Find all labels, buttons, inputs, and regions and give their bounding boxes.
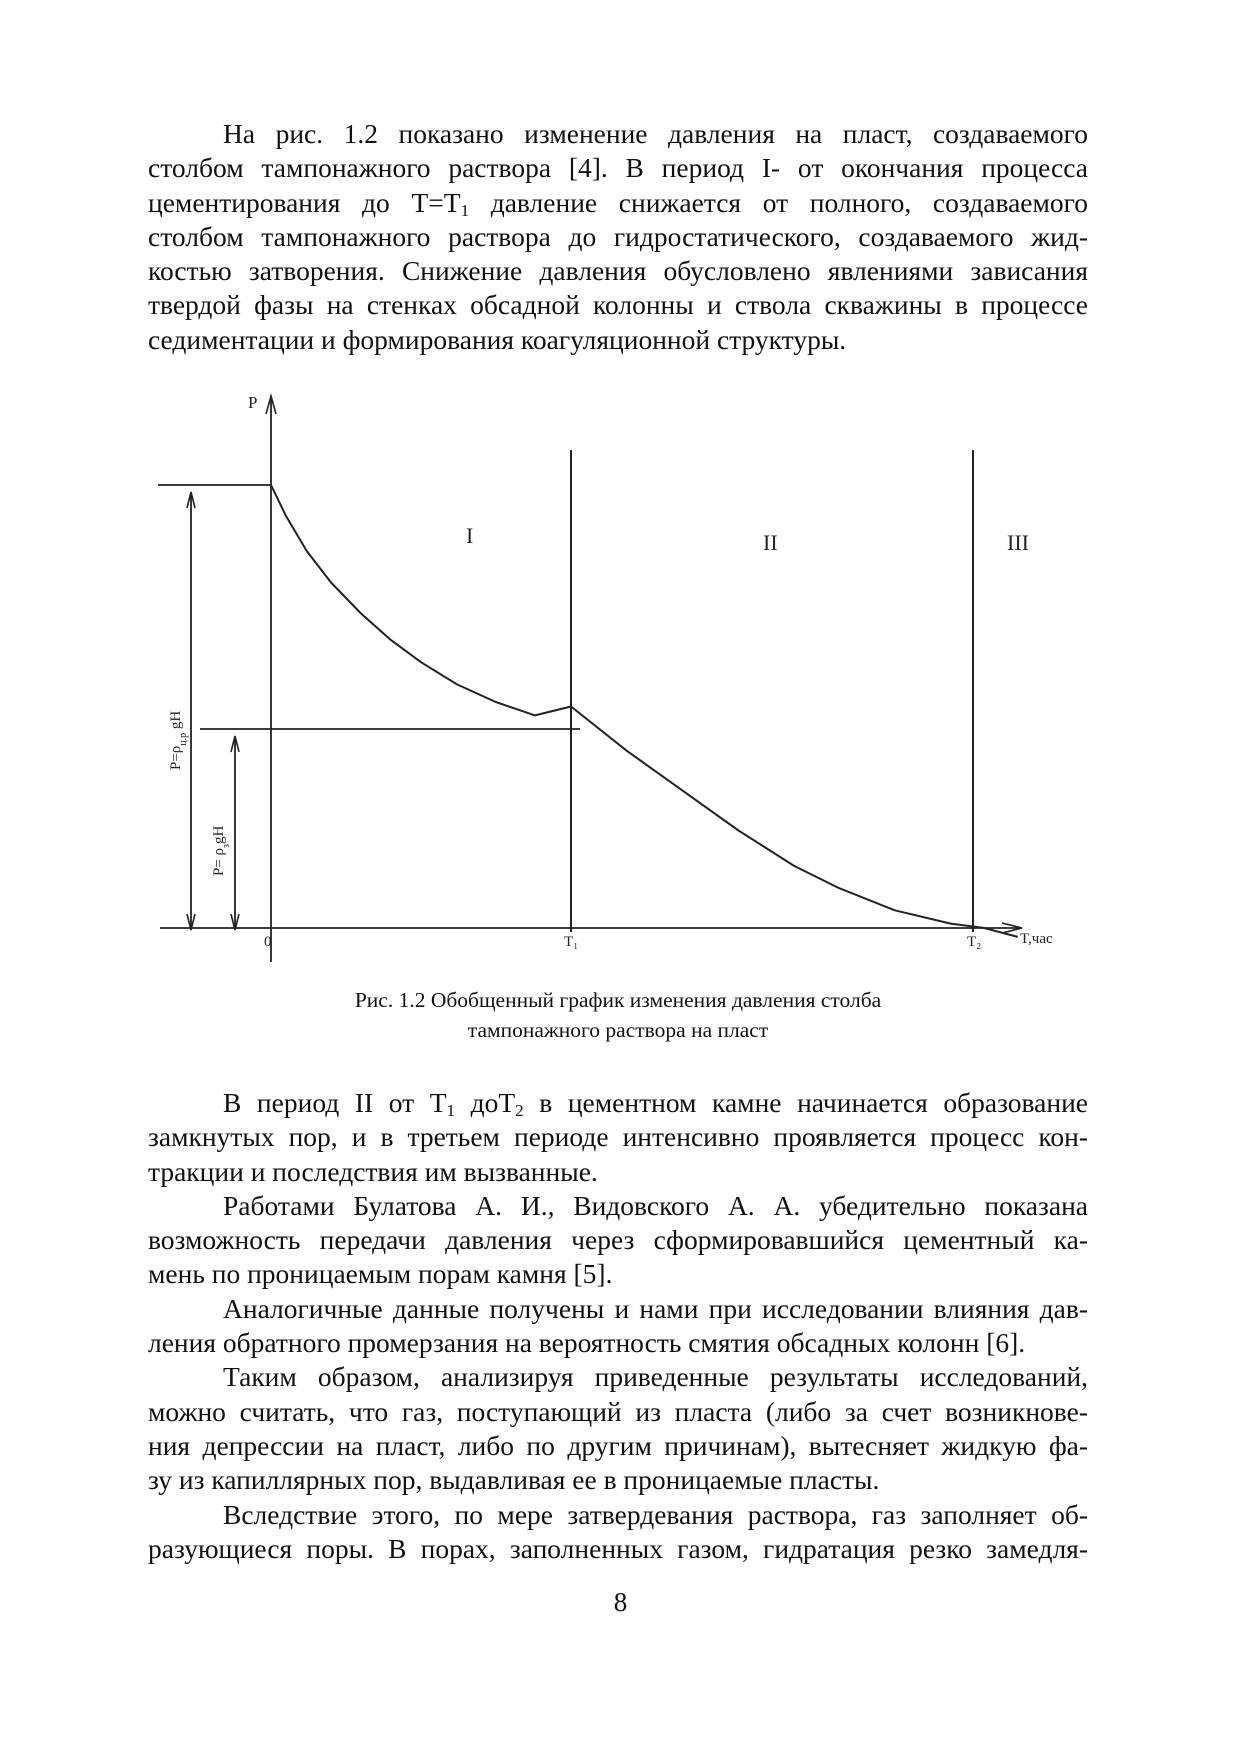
paragraph-analogous-data: [148, 1292, 1088, 1361]
y-axis-label: P: [248, 393, 258, 412]
text-fragment: в цементном камне начинается образование: [523, 1087, 1088, 1118]
text-line: твердой фазы на стенках обсадной колонны и ствола скважины в процессе: [148, 289, 1088, 321]
text-line: мень по проницаемым порам камня [5].: [148, 1258, 613, 1290]
text-block-bottom: [148, 1086, 1088, 1566]
text-line: [148, 1086, 1088, 1120]
full-pressure-dimension-label: $P=\rho_{ц.р}$ gH: [168, 710, 189, 770]
chart-svg: [150, 380, 1070, 980]
region-label-ii: II: [763, 530, 778, 555]
figure-pressure-chart: [150, 380, 1070, 980]
text-line: На рис. 1.2 показано изменение давления на пласт, создаваемого: [223, 118, 1088, 149]
text-fragment: доT: [455, 1087, 516, 1118]
x-tick-label-0: 0: [264, 934, 272, 950]
text-line: Таким образом, анализируя приведенные результаты исследований,: [223, 1361, 1088, 1393]
text-line: разующиеся поры. В порах, заполненных газом, гидратация резко замедля-: [148, 1532, 1088, 1564]
text-line: Работами Булатова А. И., Видовского А. А. убедительно показана: [223, 1189, 1088, 1221]
text-line: [148, 186, 1088, 220]
text-line: Аналогичные данные получены и нами при исследовании влияния дав-: [223, 1292, 1088, 1324]
region-label-i: I: [466, 523, 474, 548]
text-fragment: В период II от T: [223, 1087, 447, 1118]
text-line: тракции и последствия им вызванные.: [148, 1155, 598, 1187]
text-fragment: цементирования до T=T: [148, 186, 461, 218]
text-line: седиментации и формирования коагуляционной структуры.: [148, 323, 847, 355]
x-axis-label: T,час: [1020, 931, 1053, 947]
paragraph-pressure-intro: [148, 117, 1088, 357]
subscript: 1: [446, 1100, 456, 1120]
region-label-iii: III: [1007, 530, 1029, 555]
text-line: столбом тампонажного раствора до гидростатического, создаваемого жид-: [148, 220, 1088, 252]
text-line: столбом тампонажного раствора [4]. В период I- от окончания процесса: [148, 152, 1088, 184]
paragraph-consequence: [148, 1498, 1088, 1567]
text-line: ния депрессии на пласт, либо по другим причинам), вытесняет жидкую фа-: [148, 1429, 1088, 1461]
x-tick-label-t1: T₁: [564, 934, 579, 950]
paragraph-conclusion: [148, 1360, 1088, 1497]
text-fragment: давление снижается от полного, создаваемого: [469, 186, 1088, 218]
figure-caption-line-2: тампонажного раствора на пласт: [467, 1018, 769, 1042]
subscript: 1: [460, 200, 470, 220]
subscript: 2: [515, 1100, 524, 1120]
page-number: 8: [613, 1587, 628, 1617]
text-line: возможность передачи давления через сформировавшийся цементный ка-: [148, 1224, 1088, 1256]
hydro-pressure-dimension-label: $P= \rho_зgH$: [211, 825, 232, 876]
text-line: Вследствие этого, по мере затвердевания раствора, газ заполняет об-: [223, 1498, 1088, 1530]
text-line: замкнутых пор, и в третьем периоде интенсивно проявляется процесс кон-: [148, 1121, 1088, 1153]
text-line: можно считать, что газ, поступающий из пласта (либо за счет возникнове-: [148, 1395, 1088, 1427]
paragraph-bulatov: [148, 1189, 1088, 1292]
text-line: костью затворения. Снижение давления обусловлено явлениями зависания: [148, 255, 1088, 287]
text-block-top: [148, 117, 1088, 357]
pressure-curve: [271, 485, 1018, 937]
paragraph-period-ii: [148, 1086, 1088, 1189]
text-line: зу из капиллярных пор, выдавливая ее в проницаемые пласты.: [148, 1464, 880, 1496]
text-line: ления обратного промерзания на вероятность смятия обсадных колонн [6].: [148, 1327, 1026, 1359]
x-tick-label-t2: T₂: [967, 934, 982, 950]
figure-caption-line-1: Рис. 1.2 Обобщенный график изменения давления столба: [354, 988, 882, 1012]
